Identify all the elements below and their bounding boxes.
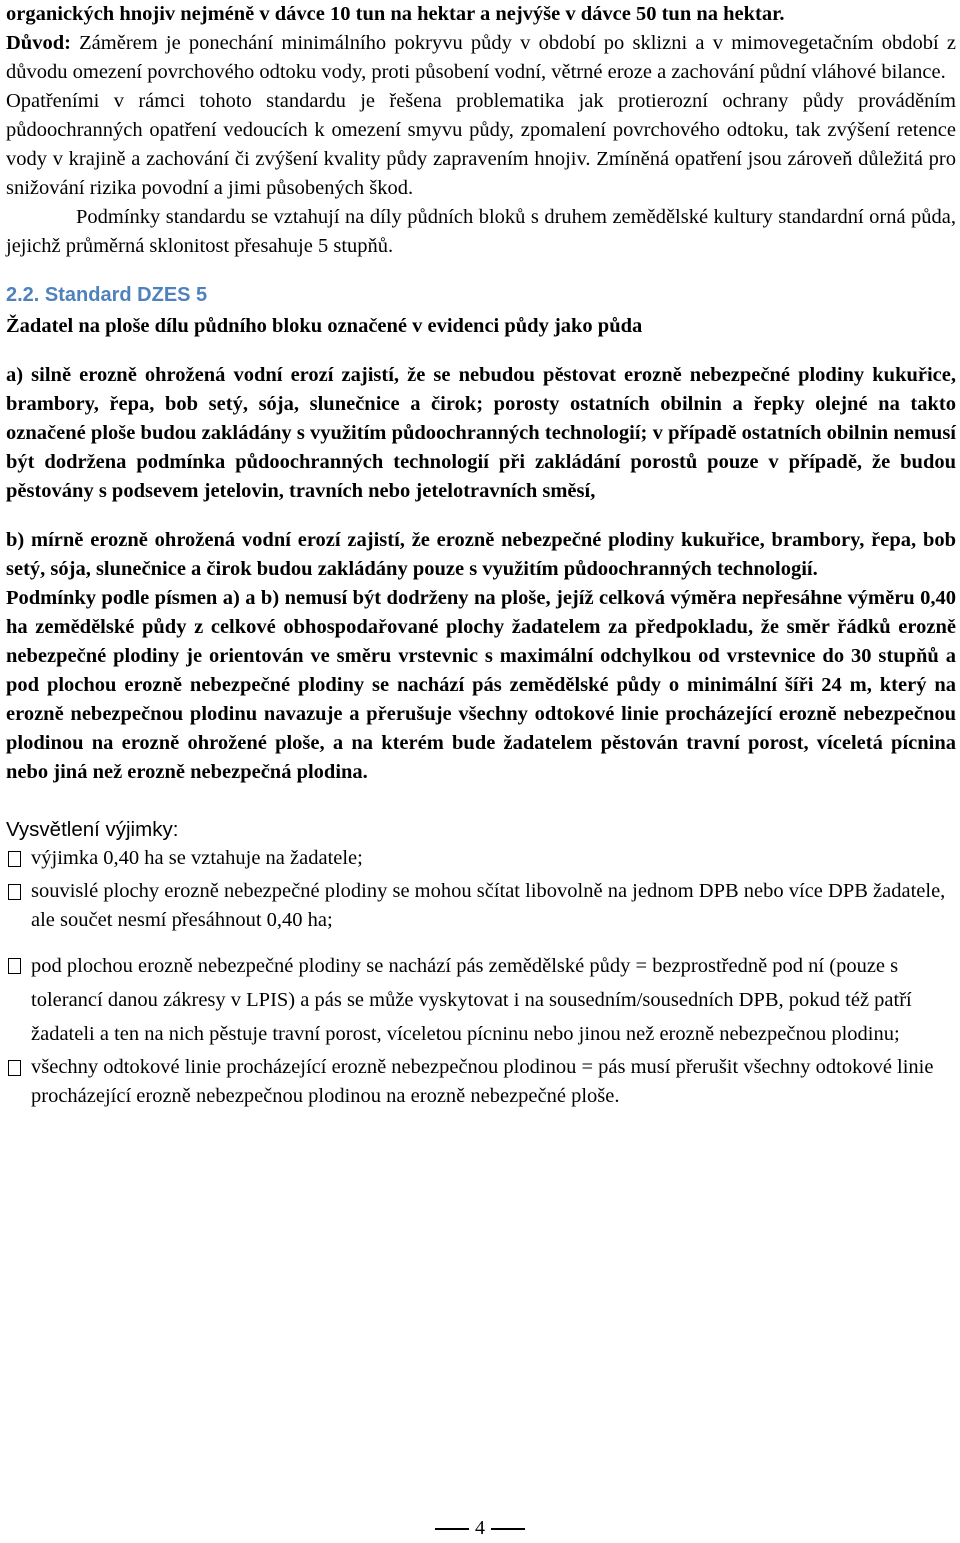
list-item [6,1053,956,1111]
list-item [6,949,956,1051]
list-item-text: všechny odtokové linie procházející erozně nebezpečnou plodinou = pás musí přerušit všechny odtokové linie procházející erozně nebezpečnou plodinou na erozně nebezpečné ploše. [31,1056,934,1107]
page-footer [0,1514,960,1543]
paragraph-top: organických hnojiv nejméně v dávce 10 tun na hektar a nejvýše v dávce 50 tun na hektar. [6,3,785,25]
page-number: 4 [475,1517,485,1539]
checkbox-glyph-icon [8,851,21,867]
paragraph-reason [6,29,956,87]
section-heading: 2.2. Standard DZES 5 [6,284,208,306]
item-a: a) silně erozně ohrožená vodní erozí zajistí, že se nebudou pěstovat erozně nebezpečné plodiny kukuřice, brambory, řepa, bob setý, sója, slunečnice a čirok; porosty ostatních obilnin a řepky olejné na takto označené ploše budou zakládány s využitím půdoochranných technologií; v případě ostatních obilnin nemusí být dodržena podmínka půdoochranných technologií při zakládání porostů pouze v případě, že budou pěstovány s podsevem jetelovin, travních nebo jetelotravních směsí, [6,364,956,502]
footer-dash-right [491,1528,525,1530]
footer-dash-left [435,1528,469,1530]
reason-text: Záměrem je ponechání minimálního pokryvu půdy v období po sklizni a v mimovegetačním období z důvodu omezení povrchového odtoku vody, proti působení vodní, větrné eroze a zachování půdní vláhové bilance. [6,32,956,83]
checkbox-glyph-icon [8,884,21,900]
explanation-list [6,844,956,1111]
explanation-title: Vysvětlení výjimky: [6,818,179,841]
exception-paragraph: Podmínky podle písmen a) a b) nemusí být dodrženy na ploše, jejíž celková výměra nepřesáhne výměru 0,40 ha zemědělské půdy z celkové obhospodařované plochy žadatelem za předpokladu, že směr řádků erozně nebezpečné plodiny je orientován ve směru vrstevnic s maximální odchylkou od vrstevnice do 30 stupňů a pod plochou erozně nebezpečné plodiny se nachází pás zemědělské půdy o minimální šíři 24 m, který na erozně nebezpečnou plodinu navazuje a přerušuje všechny odtokové linie procházející erozně nebezpečnou plodinou na erozně ohrožené ploše, a na kterém bude žadatelem pěstován travní porost, víceletá pícnina nebo jiná než erozně nebezpečná plodina. [6,587,956,783]
list-item-text: pod plochou erozně nebezpečné plodiny se nachází pás zemědělské půdy = bezprostředně pod ní (pouze s tolerancí danou zákresy v LPIS) a pás se může vyskytovat i na sousedním/sousedních DPB, pokud též patří žadateli a ten na nich pěstuje travní porost, víceletou pícninu nebo jinou než erozně nebezpečnou plodinu; [31,955,912,1045]
document-page [6,0,956,1111]
reason-label: Důvod: [6,32,71,54]
list-item-text: výjimka 0,40 ha se vztahuje na žadatele; [31,847,363,869]
paragraph-conditions: Podmínky standardu se vztahují na díly půdních bloků s druhem zemědělské kultury standardní orná půda, jejichž průměrná sklonitost přesahuje 5 stupňů. [6,206,956,257]
item-b: b) mírně erozně ohrožená vodní erozí zajistí, že erozně nebezpečné plodiny kukuřice, brambory, řepa, bob setý, sója, slunečnice a čirok budou zakládány pouze s využitím půdoochranných technologií. [6,529,956,580]
paragraph-measures: Opatřeními v rámci tohoto standardu je řešena problematika jak protierozní ochrany půdy prováděním půdoochranných opatření vedoucích k omezení smyvu půdy, zpomalení povrchového odtoku, tak zvýšení retence vody v krajině a zachování či zvýšení kvality půdy zapravením hnojiv. Zmíněná opatření jsou zároveň důležitá pro snižování rizika povodní a jimi působených škod. [6,90,956,199]
list-item [6,844,956,873]
list-item-text: souvislé plochy erozně nebezpečné plodiny se mohou sčítat libovolně na jednom DPB nebo více DPB žadatele, ale součet nesmí přesáhnout 0,40 ha; [31,880,946,931]
list-item [6,877,956,935]
checkbox-glyph-icon [8,958,21,974]
section-intro: Žadatel na ploše dílu půdního bloku označené v evidenci půdy jako půda [6,315,643,337]
checkbox-glyph-icon [8,1060,21,1076]
